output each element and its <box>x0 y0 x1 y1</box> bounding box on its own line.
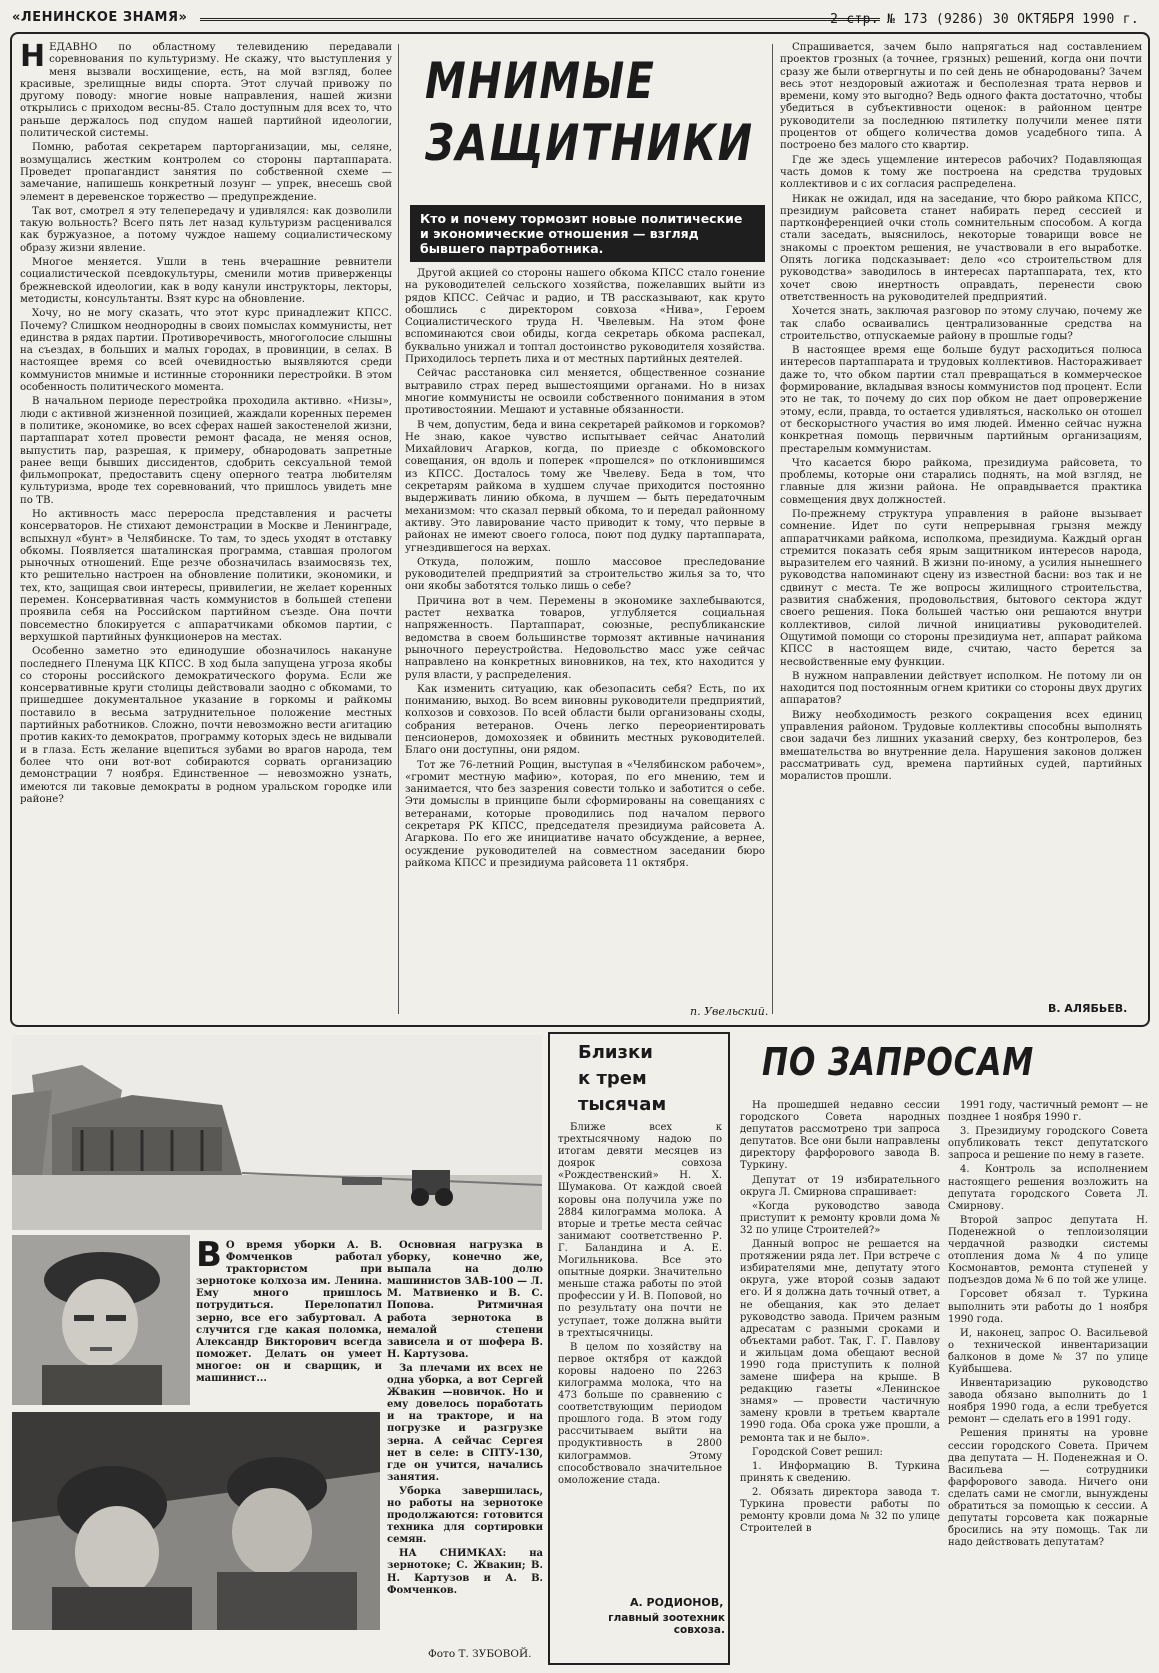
milk-title-line: Близки <box>578 1042 653 1063</box>
milk-article-title <box>578 1040 666 1118</box>
article1-col1-p: Хочу, но не могу сказать, что этот курс принадлежит КПСС. Почему? Слишком неоднородны в своих помыслах коммунисты, нет единства в рядах партии. Противоречивость, многоголосие слышны на съездах, в больших и малых городах, в провинции, в селах. В настоящее время со всей очевидностью выявляются среди коммунистов мнимые и истинные сторонники перестройки. В этом особенность политического момента. <box>20 308 392 394</box>
newspaper-name: «ЛЕНИНСКОЕ ЗНАМЯ» <box>12 10 188 25</box>
article1-col3-p: Где же здесь ущемление интересов рабочих? Подавляющая часть домов к тому же построена на средства трудовых коллективов и с их согласия распределена. <box>780 154 1142 191</box>
column-rule <box>772 44 773 1014</box>
column-rule <box>398 44 399 1014</box>
requests-p: 4. Контроль за исполнением настоящего решения возложить на депутата городского Совета Л. Смирнову. <box>948 1164 1148 1212</box>
harvest-text-col2 <box>387 1240 543 1660</box>
article1-col3 <box>780 42 1142 992</box>
requests-col1 <box>740 1100 940 1665</box>
article1-col1-p: Так вот, смотрел я эту телепередачу и удивлялся: как дозволили такую вольность? Всего пять лет назад культуризм расценивался как буржуазное, а потому чуждое нашему социалистическому образу жизни явление. <box>20 205 392 254</box>
article1-col3-p: Спрашивается, зачем было напрягаться над составлением проектов грозных (а точнее, грязных) решений, когда они почти сразу же были отвергнуты и по сей день не обнародованы? Зачем весь этот нездоровый ажиотаж и бесполезная трата нервов и времени, кому это выгодно? Ведь одного факта достаточно, чтобы убедиться в субъективности оценок: в районном центре руководители за последнюю пятилетку получили менее пяти процентов от общего количества домов усадебного типа. А построено без малого сто квартир. <box>780 42 1142 152</box>
article1-col3-p: В нужном направлении действует исполком. Не потому ли он находится под постоянным огнем критики со стороны двух других аппаратов? <box>780 670 1142 707</box>
milk-author-title: главный зоотехник совхоза. <box>608 1612 725 1636</box>
field-tractor-image <box>12 1035 542 1230</box>
article1-col1 <box>20 42 392 1017</box>
article1-col1-p: В начальном периоде перестройка проходила активно. «Низы», люди с активной жизненной позицией, жаждали коренных перемен в политике, экономике, во всех сферах нашей закостенелой жизни, партаппарат хотел провести ремонт фасада, не меняя основ, выпустить пар, разрешая, к примеру, обнародовать запретные ранее вещи бывших диссидентов, сдобрить сексуальной темой фильмопрокат, предоставить сцену оперного театра любителям культуризма, вроде тех соревнований, что пришлось увидеть мне по ТВ. <box>20 396 392 506</box>
photo-two-men <box>12 1412 380 1630</box>
requests-p: Городской Совет решил: <box>752 1446 883 1458</box>
article1-title-line: МНИМЫЕ <box>425 52 656 110</box>
milk-title-line: к трем <box>578 1068 647 1089</box>
article1-col2-p: Откуда, положим, пошло массовое преследование руководителей предприятий за строительство жилья за то, что они якобы заботятся только лишь о себе? <box>405 556 765 593</box>
requests-title: ПО ЗАПРОСАМ <box>762 1040 1035 1084</box>
article1-col3-p: Что касается бюро райкома, президиума райсовета, то проблемы, которые они старались поднять, на мой взгляд, не главные для жизни района. Не оправдывается практика совмещения двух должностей. <box>780 457 1142 506</box>
caption-text: на зернотоке; С. Жвакин; В. Н. Картузов и А. В. Фомченков. <box>387 1548 543 1596</box>
caption-label: НА СНИМКАХ: <box>399 1548 507 1560</box>
article1-col1-p: НЕДАВНО по областному телевидению передавали соревнования по культуризму. Не скажу, что выступления у меня вызвали восхищение, есть, на мой взгляд, более красивые, зрелищные виды спорта. Этот случай привожу по другому поводу: многие новые направления, нашей жизни открылись с приходом весны-85. Стало доступным для всех то, что раньше держалось под спудом нашей партийной идеологии, политической системы. <box>20 42 392 140</box>
requests-p: Инвентаризацию руководство завода обязано выполнить до 1 ноября 1990 года, а если требуется ремонт — сделать его в 1991 году. <box>948 1378 1148 1426</box>
issue-line: 2 стр. № 173 (9286) 30 ОКТЯБРЯ 1990 г. <box>830 12 1139 27</box>
two-men-image <box>12 1412 380 1630</box>
harvest-p: Уборка завершилась, но работы на зернотоке продолжаются: готовится техника для сортировки семян. <box>387 1485 543 1546</box>
requests-p: Депутат от 19 избирательного округа Л. Смирнова спрашивает: <box>740 1174 940 1198</box>
requests-p: 3. Президиуму городского Совета опубликовать текст депутатского запроса и решение по нему в газете. <box>948 1126 1148 1162</box>
milk-p: Ближе всех к трехтысячному надою по итогам девяти месяцев из доярок совхоза «Рождественский» Н. Х. Шумакова. От каждой своей коровы она получила уже по 2884 килограмма молока. А вторые и третье места сейчас занимают соответственно Р. Г. Баландина и А. Е. Могильникова. Все это опытные доярки. Значительно меньше стажа работы по этой профессии у И. В. Поповой, но по результату она почти не уступает, тоже должна выйти в трехтысячницы. <box>558 1122 722 1339</box>
article1-col3-p: Вижу необходимость резкого сокращения всех единиц управления районом. Трудовые коллективы способны выполнять свои задачи без лишних указаний сверху, без контролеров, без вмешательства во внутренние дела. Нарушения законов должен рассматривать суд, времена партийных судей, партийных моралистов прошли. <box>780 709 1142 783</box>
article1-col2-p: В чем, допустим, беда и вина секретарей райкомов и горкомов? Не знаю, какое чувство испытывает сейчас Анатолий Михайлович Агарков, когда, по приезде с обкомовского совещания, он вдоль и поперек «прошелся» по отклонившимся из КПСС. Досталось тому же Чвелеву. Беда в том, что секретарям райкома в худшем случае приходится постоянно выдерживать линию обкома, в лучшем — быть передаточным механизмом: что сказал первый обкома, то и передал районному активу. Это лавирование часто приводит к тому, что первые в районах не имеют своего голоса, поют под дудку партаппарата, угнездившегося на верхах. <box>405 419 765 554</box>
requests-p: Горсовет обязал т. Туркина выполнить эти работы до 1 ноября 1990 года. <box>948 1289 1148 1325</box>
photo-field-tractor <box>12 1035 542 1230</box>
article1-col2-p: Как изменить ситуацию, как обезопасить себя? Есть, по их пониманию, выход. Во всем виновны руководители предприятий, колхозов и совхозов. По всей области были организованы сходы, собрания ветеранов. Очень легко переориентировать пенсионеров, домохозяек и обвинить местных руководителей. Благо они доступны, они рядом. <box>405 683 765 757</box>
article1-author: В. АЛЯБЬЕВ. <box>1048 1002 1128 1015</box>
article1-col2-p: Сейчас расстановка сил меняется, общественное сознание вытравило страх перед вышестоящими органами. Но в низах многие коммунисты не освоили собственного понимания в этом противостоянии. Мешают и уставные обязанности. <box>405 368 765 417</box>
requests-col2 <box>948 1100 1148 1665</box>
article1-col3-p: По-прежнему структура управления в районе вызывает сомнение. Идет по сути непрерывная грызня между аппаратчиками райкома, исполкома, президиума. Каждый орган стремится показать себя ярым защитником интересов народа, выразителем его чаяний. В жизни по-иному, а усилия нынешнего руководства напоминают сцену из известной басни: воз так и не сдвинут с места. Те же вопросы жилищного строительства, развития снабжения, продовольствия, бытового сектора ждут своего решения. Пока большей частью они решаются внутри коллективов, силой личной инициативы руководителей. Ощутимой помощи со стороны президиума нет, аппарат райкома КПСС в настоящем виде, считаю, часто берется за несвойственные ему функции. <box>780 508 1142 668</box>
requests-p: И, наконец, запрос О. Васильевой о технической инвентаризации балконов в доме № 37 по улице Куйбышева. <box>948 1327 1148 1375</box>
article1-col1-p: Особенно заметно это единодушие обозначилось накануне последнего Пленума ЦК КПСС. В ход была запущена угроза якобы со стороны российского демократического форума. Если же консервативные круги столицы действовали заодно с обкомами, то пришедшее документальное указание в горкомы и райкомы поставило в весьма затруднительное положение местных партийных работников. Сложно, почти невозможно вести агитацию против каких-то демократов, программу которых здесь не видывали и в глаза. Есть желание вцепиться зубами во врагов народа, тем более что они вот-вот собираются сорвать организацию демонстрации 7 ноября. Единственное — невозможно узнать, имеются ли таковые демократы в родном уральском городке или районе? <box>20 646 392 805</box>
article1-col1-p: Многое меняется. Ушли в тень вчерашние ревнители социалистической псевдокультуры, сменили мотив приверженцы брежневской идеологии, как в воду канули инструкторы, лекторы, методисты, консультанты. Взят курс на обновление. <box>20 257 392 305</box>
milk-author: А. РОДИОНОВ, <box>630 1596 724 1609</box>
harvest-p: За плечами их всех не одна уборка, а вот Сергей Жвакин —новичок. Но и ему довелось поработать и на тракторе, и на погрузке и разгрузке зерна. А сейчас Сергея нет в селе: в СПТУ-130, где он учится, начались занятия. <box>387 1362 543 1483</box>
article1-col3-p: В настоящее время еще больше будут расходиться полюса интересов партаппарата и трудовых коллективов. Настораживает даже то, что обком партии стал превращаться в коммерческое формирование, вкладывая взносы коммунистов под процент. Если это не так, то почему до сих пор обком не дает опровержение этому, если, правда, то остается удивляться, насколько он отошел от бескорыстного участия во имя людей. Именно сейчас нужна конкретная помощь первичным партийным организациям, престарелым коммунистам. <box>780 345 1142 455</box>
article1-col2-p: Другой акцией со стороны нашего обкома КПСС стало гонение на руководителей сельского хозяйства, пожелавших выйти из рядов КПСС. Сейчас и радио, и ТВ рассказывают, как круто обошлись с директором совхоза «Нива», Героем Социалистического труда Н. Чвелевым. На этом фоне вспоминаются свои обиды, когда секретарь обкома распекал, буквально унижал и топтал достоинство руководителя хозяйства. Приходилось терпеть лиха и от местных партийных деятелей. <box>405 268 765 366</box>
dropcap: Н <box>20 42 46 74</box>
photo-portrait-zhvakin <box>12 1235 190 1405</box>
harvest-p: Основная нагрузка в уборку, конечно же, выпала на долю машинистов ЗАВ-100 — Л. М. Матвиенко и В. С. Попова. Ритмичная работа зернотока в немалой степени зависела и от шофера В. Н. Картузова. <box>387 1240 543 1360</box>
requests-p: 2. Обязать директора завода т. Туркина провести работы по ремонту кровли дома № 32 по улице Строителей в <box>740 1486 940 1535</box>
harvest-caption <box>387 1548 543 1596</box>
article1-col1-p: Но активность масс переросла представления и расчеты консерваторов. Не стихают демонстрации в Москве и Ленинграде, вспыхнул «бунт» в Челябинске. То там, то здесь уходят в отставку обкомы. Появляется шаталинская программа, ставшая прологом рыночных отношений. Еще резче обозначилась взаимосвязь тех, кто решительно настроен на обновление политики, экономики, и тех, кто, защищая свои интересы, привилегии, не желает коренных перемен. Консервативная часть коммунистов в большей степени проявила себя на Российском партийном съезде. Она почти повсеместно блокируется с аппаратчиками обкомов партии, с верхушкой партийных функционеров на местах. <box>20 508 392 643</box>
requests-p: Данный вопрос не решается на протяжении ряда лет. При встрече с избирателями мне, депутату этого округа, уже второй созыв задают его. И я должна дать точный ответ, а не обещания, как это делает руководство завода. Причем разным адресатам с разными сроками и объектами работ. Так, Г. Г. Павлову и жильцам дома обещают весной 1990 года приступить к полной замене шифера на крыше. В редакцию газеты «Ленинское знамя» — провести частичную замену кровли в третьем квартале 1990 года. Оба срока уже прошли, а ремонта так и не было». <box>740 1239 940 1444</box>
article1-col2 <box>405 268 765 1020</box>
masthead-rule <box>200 18 880 21</box>
article1-col3-p: Никак не ожидал, идя на заседание, что бюро райкома КПСС, президиум райсовета станет набирать перед сессией и партконференцией очки столь сомнительным способом. А когда стали заседать, выяснилось, некоторые товарищи вовсе не знакомы с проектом решения, не участвовали в его выработке. Опять логика подсказывает: дело «со строительством для руководства» заводилось в интересах партаппарата, тех, кто хочет свою инертность оправдать, перенести свою ответственность на руководителей предприятий. <box>780 193 1142 303</box>
article1-subtitle: Кто и почему тормозит новые политические и экономические отношения — взгляд бывшего партработника. <box>410 205 765 262</box>
harvest-text-1: О время уборки А. В. Фомченков работал трактористом при зернотоке колхоза им. Ленина. Ему много пришлось потрудиться. Перелопатил зерно, все его забуртовал. А случится где какая поломка, Александр Викторович всегда поможет. Делать он умеет многое: он и сварщик, и машинист... <box>196 1240 382 1385</box>
harvest-text-col1 <box>196 1240 382 1405</box>
portrait-image <box>12 1235 190 1405</box>
article1-place: п. Увельский. <box>690 1005 769 1018</box>
requests-p: 1991 году, частичный ремонт — не позднее 1 ноября 1990 г. <box>948 1100 1148 1124</box>
article1-col2-p: Тот же 76-летний Рощин, выступая в «Челябинском рабочем», «громит местную мафию», которая, по его мнению, тем и занимается, что без зазрения совести только и заботится о себе. Эти домыслы в принципе были сформированы на совещаниях с ветеранами, которые проводились под началом первого секретаря РК КПСС, председателя президиума райсовета А. Агаркова. По его же инициативе начато обсуждение, а вернее, осуждение руководителей на совместном заседании бюро райкома КПСС и президиума райсовета 11 октября. <box>405 759 765 869</box>
milk-p: В целом по хозяйству на первое октября от каждой коровы надоено по 2263 килограмма молока, что на 473 больше по сравнению с соответствующим периодом прошлого года. В этом году рассчитываем выйти на продуктивность в 2800 килограммов. Этому способствовало значительное омоложение стада. <box>558 1341 722 1486</box>
requests-p: Решения приняты на уровне сессии городского Совета. Причем два депутата — Н. Поденежная и О. Васильева — сотрудники фарфорового завода. Ничего они сделать сами не смогли, вынуждены обратиться за помощью к сессии. А депутаты горсовета как пожарные бросились на эту помощь. Так ли надо действовать депутатам? <box>948 1428 1148 1549</box>
requests-p: На прошедшей недавно сессии городского Совета народных депутатов рассмотрено три запроса депутатов. Все они были направлены директору фарфорового завода В. Туркину. <box>740 1100 940 1172</box>
milk-title-line: тысячам <box>578 1094 667 1115</box>
milk-article-text <box>558 1122 722 1592</box>
requests-p: «Когда руководство завода приступит к ремонту кровли дома № 32 по улице Строителей?» <box>740 1200 940 1236</box>
requests-p: 1. Информацию В. Туркина принять к сведению. <box>740 1460 940 1484</box>
article1-title-line: ЗАЩИТНИКИ <box>425 114 754 172</box>
harvest-dropcap: В <box>196 1240 222 1275</box>
requests-p: Второй запрос депутата Н. Поденежной о теплоизоляции чердачной разводки системы отопления дома № 4 по улице Космонавтов, ремонта ступеней у подъездов дома № 6 по той же улице. <box>948 1214 1148 1287</box>
photo-credit: Фото Т. ЗУБОВОЙ. <box>428 1648 532 1660</box>
article1-col1-p: Помню, работая секретарем парторганизации, мы, селяне, возмущались жестким контролем со стороны партаппарата. Проведет пропагандист занятия по собственной схеме — замечание, напишешь конкретный лозунг — упрек, внесешь свой элемент в деревенское торжество — предупреждение. <box>20 142 392 203</box>
article1-col3-p: Хочется знать, заключая разговор по этому случаю, почему же так слабо осваивались централизованные средства на строительство, отпускаемые району в прошлые годы? <box>780 306 1142 342</box>
article1-title <box>425 50 754 174</box>
article1-col2-p: Причина вот в чем. Перемены в экономике захлебываются, растет нехватка товаров, углубляется социальная напряженность. Партаппарат, союзные, республиканские ведомства в своем большинстве тормозят активные начинания рыночного переустройства. Недовольство масс уже сейчас направлено на конкретных виновников, на тех, кто находится у руля власти, у распределения. <box>405 595 765 681</box>
